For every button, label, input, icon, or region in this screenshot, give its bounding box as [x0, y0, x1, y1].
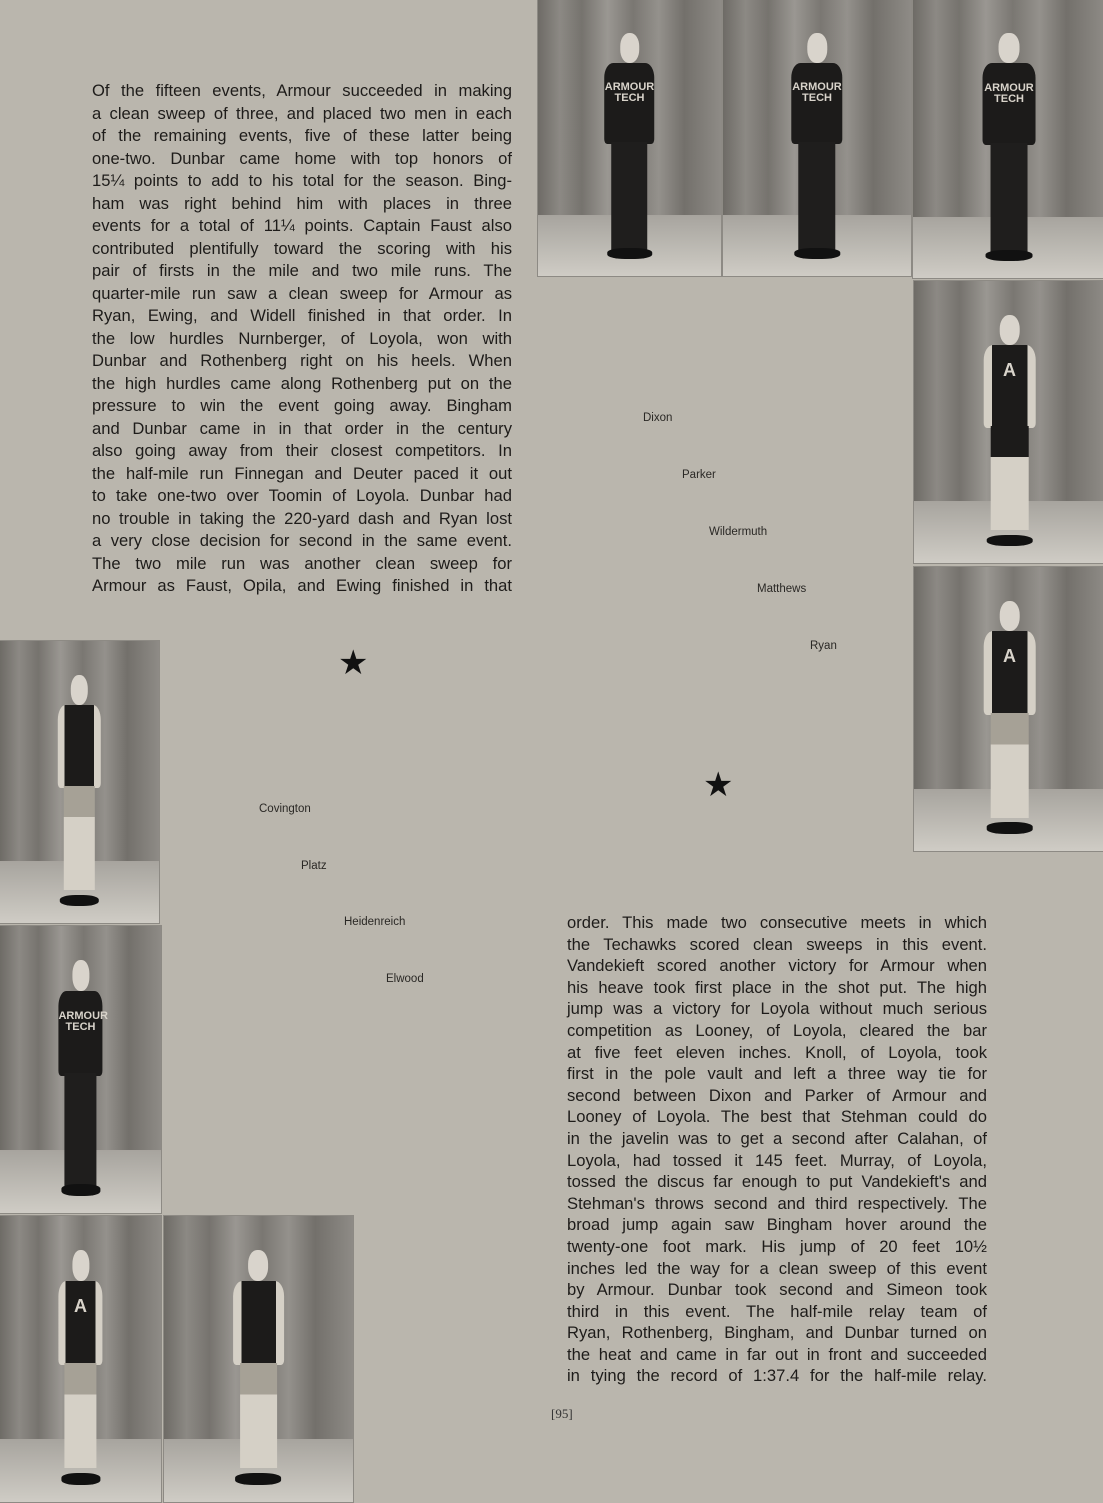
photo-parker: [722, 0, 912, 277]
caption-ryan: Ryan: [810, 640, 837, 652]
caption-platz: Platz: [301, 860, 327, 872]
star-icon: ★: [703, 766, 734, 804]
photo-heidenreich: [0, 1215, 162, 1503]
text-line: a very close decision for second in the same event.: [92, 531, 512, 550]
text-line: in the javelin was to get a second after Calahan, of: [567, 1128, 987, 1148]
text-line: quarter-mile run saw a clean sweep for Armour as: [92, 283, 512, 303]
text-line: one-two. Dunbar came home with top honors of: [92, 148, 512, 168]
text-line: Vandekieft scored another victory for Armour when: [567, 956, 987, 976]
text-line: to take one-two over Toomin of Loyola. Dunbar had: [92, 486, 512, 505]
text-line: order. This made two consecutive meets in which: [567, 913, 987, 932]
photo-covington: [0, 640, 160, 924]
text-line: also going away from their closest competitors. In: [92, 441, 512, 460]
uniform-lettering: ARMOUR TECH: [604, 81, 655, 105]
text-line: no trouble in taking the 220-yard dash and Ryan lost: [92, 508, 512, 528]
page-number: [95]: [551, 1406, 573, 1421]
text-line: of the remaining events, five of these latter being: [92, 126, 512, 145]
caption-parker: Parker: [682, 469, 716, 481]
text-line: jump was a victory for Loyola without much serious: [567, 999, 987, 1019]
photo-ryan: [913, 566, 1103, 852]
text-line: third in this event. The half-mile relay team of: [567, 1301, 987, 1321]
article-column-left: [92, 80, 512, 598]
uniform-lettering: ARMOUR TECH: [58, 1010, 108, 1034]
photo-wildermuth: [912, 0, 1103, 279]
text-line: pair of firsts in the mile and two mile runs. The: [92, 261, 512, 280]
photo-platz: [0, 925, 162, 1214]
text-line: and Dunbar came in in that order in the century: [92, 418, 512, 438]
caption-dixon: Dixon: [643, 412, 673, 424]
photo-dixon: [537, 0, 722, 277]
text-line: Looney of Loyola. The best that Stehman could do: [567, 1107, 987, 1127]
text-line: twenty-one foot mark. His jump of 20 feet 10½: [567, 1236, 987, 1256]
text-line: tossed the discus far enough to put Vandekieft's and: [567, 1172, 987, 1192]
photo-elwood: [163, 1215, 354, 1503]
uniform-lettering: ARMOUR TECH: [792, 81, 842, 105]
uniform-lettering: A: [1002, 646, 1016, 667]
text-line: first in the pole vault and left a three way tie for: [567, 1064, 987, 1084]
text-line: Ryan, Rothenberg, Bingham, and Dunbar turned on: [567, 1323, 987, 1343]
text-line: a clean sweep of three, and placed two men in each: [92, 103, 512, 123]
caption-matthews: Matthews: [757, 583, 807, 595]
text-line: Ryan, Ewing, and Widell finished in that order. In: [92, 306, 512, 325]
caption-wildermuth: Wildermuth: [709, 526, 768, 538]
text-line: Loyola, had tossed it 145 feet. Murray, of Loyola,: [567, 1150, 987, 1170]
article-column-right: [567, 912, 987, 1387]
text-line: ham was right behind him with places in three: [92, 193, 512, 213]
text-line: Dunbar and Rothenberg right on his heels. When: [92, 351, 512, 370]
uniform-lettering: A: [73, 1296, 87, 1317]
uniform-lettering: ARMOUR TECH: [984, 81, 1034, 105]
uniform-lettering: A: [1002, 359, 1016, 380]
text-line: the half-mile run Finnegan and Deuter paced it out: [92, 463, 512, 483]
caption-elwood: Elwood: [386, 973, 424, 985]
text-line: events for a total of 11¼ points. Captain Faust also: [92, 216, 512, 235]
text-line: inches led the way for a clean sweep of this event: [567, 1258, 987, 1278]
text-line: the high hurdles came along Rothenberg put on the: [92, 373, 512, 393]
text-line: Stehman's throws second and third respectively. The: [567, 1193, 987, 1213]
text-line: 15¼ points to add to his total for the season. Bing-: [92, 171, 512, 190]
text-line: in tying the record of 1:37.4 for the half-mile relay.: [567, 1366, 987, 1386]
text-line: second between Dixon and Parker of Armour and: [567, 1085, 987, 1105]
text-line: contributed plentifully toward the scoring with his: [92, 238, 512, 258]
text-line: the heat and came in far out in front and succeeded: [567, 1344, 987, 1364]
text-line: Of the fifteen events, Armour succeeded in making: [92, 81, 512, 100]
text-line: pressure to win the event going away. Bingham: [92, 396, 512, 415]
text-line: his heave took first place in the shot put. The high: [567, 977, 987, 997]
text-line: at five feet eleven inches. Knoll, of Loyola, took: [567, 1042, 987, 1062]
photo-matthews: [913, 280, 1103, 564]
text-line: competition as Looney, of Loyola, cleared the bar: [567, 1020, 987, 1040]
text-line: The two mile run was another clean sweep for: [92, 553, 512, 573]
text-line: broad jump again saw Bingham hover around the: [567, 1215, 987, 1235]
star-icon: ★: [338, 644, 369, 682]
text-line: by Armour. Dunbar took second and Simeon took: [567, 1280, 987, 1300]
text-line: the Techawks scored clean sweeps in this event.: [567, 934, 987, 954]
text-line: Armour as Faust, Opila, and Ewing finished in that: [92, 576, 512, 595]
caption-covington: Covington: [259, 803, 311, 815]
text-line: the low hurdles Nurnberger, of Loyola, won with: [92, 328, 512, 348]
caption-heidenreich: Heidenreich: [344, 916, 406, 928]
